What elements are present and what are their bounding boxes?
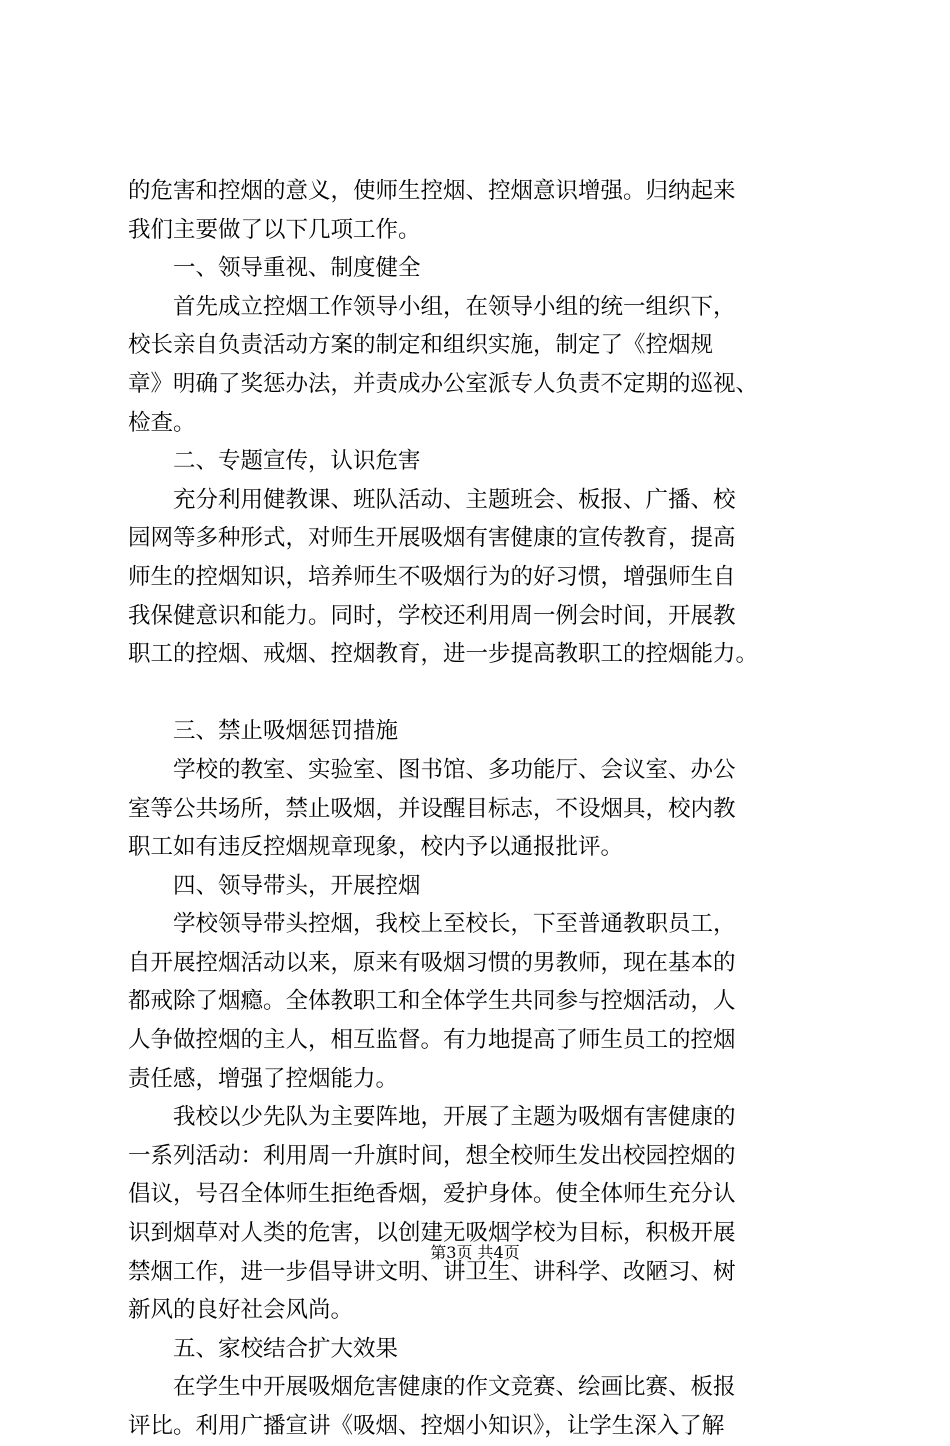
text-line: 我们主要做了以下几项工作。	[128, 216, 421, 243]
text-line: 职工如有违反控烟规章现象，校内予以通报批评。	[128, 834, 624, 861]
blank-line	[128, 674, 828, 713]
text-line: 倡议，号召全体师生拒绝香烟，爱护身体。使全体师生充分认	[128, 1181, 736, 1208]
text-line: 三、禁止吸烟惩罚措施	[173, 718, 399, 745]
text-line: 二、专题宣传，认识危害	[173, 448, 421, 475]
text-line: 新风的良好社会风尚。	[128, 1297, 354, 1324]
text-line: 四、领导带头，开展控烟	[173, 872, 421, 899]
text-line: 学校领导带头控烟，我校上至校长，下至普通教职员工，	[173, 911, 736, 938]
text-line: 学校的教室、实验室、图书馆、多功能厅、会议室、办公	[173, 756, 736, 783]
page-footer: 第3页 共4页	[430, 1243, 520, 1262]
text-line: 人争做控烟的主人，相互监督。有力地提高了师生员工的控烟	[128, 1027, 736, 1054]
text-line: 责任感，增强了控烟能力。	[128, 1065, 399, 1092]
text-line: 园网等多种形式，对师生开展吸烟有害健康的宣传教育，提高	[128, 525, 736, 552]
text-line: 的危害和控烟的意义，使师生控烟、控烟意识增强。归纳起来	[128, 178, 736, 204]
text-line: 在学生中开展吸烟危害健康的作文竞赛、绘画比赛、板报	[173, 1374, 736, 1401]
text-line: 一、领导重视、制度健全	[173, 255, 421, 282]
text-line: 都戒除了烟瘾。全体教职工和全体学生共同参与控烟活动，人	[128, 988, 736, 1015]
text-line: 识到烟草对人类的危害，以创建无吸烟学校为目标，积极开展	[128, 1220, 736, 1247]
text-line: 校长亲自负责活动方案的制定和组织实施，制定了《控烟规	[128, 332, 714, 359]
text-line: 首先成立控烟工作领导小组，在领导小组的统一组织下，	[173, 293, 736, 320]
text-line: 我校以少先队为主要阵地，开展了主题为吸烟有害健康的	[173, 1104, 736, 1131]
text-line: 职工的控烟、戒烟、控烟教育，进一步提高教职工的控烟能力。	[128, 641, 759, 668]
text-line: 禁烟工作，进一步倡导讲文明、讲卫生、讲科学、改陋习、树	[128, 1258, 736, 1285]
text-line: 我保健意识和能力。同时，学校还利用周一例会时间，开展教	[128, 602, 736, 629]
text-line: 评比。利用广播宣讲《吸烟、控烟小知识》，让学生深入了解	[128, 1413, 725, 1439]
text-line: 室等公共场所，禁止吸烟，并设醒目标志，不设烟具，校内教	[128, 795, 736, 822]
text-line: 师生的控烟知识，培养师生不吸烟行为的好习惯，增强师生自	[128, 563, 736, 590]
text-line: 一系列活动：利用周一升旗时间，想全校师生发出校园控烟的	[128, 1142, 736, 1169]
text-line: 自开展控烟活动以来，原来有吸烟习惯的男教师，现在基本的	[128, 949, 736, 976]
text-line: 章》明确了奖惩办法，并责成办公室派专人负责不定期的巡视、	[128, 370, 759, 397]
text-line: 五、家校结合扩大效果	[173, 1335, 399, 1362]
text-line: 检查。	[128, 409, 196, 436]
text-line: 充分利用健教课、班队活动、主题班会、板报、广播、校	[173, 486, 736, 513]
